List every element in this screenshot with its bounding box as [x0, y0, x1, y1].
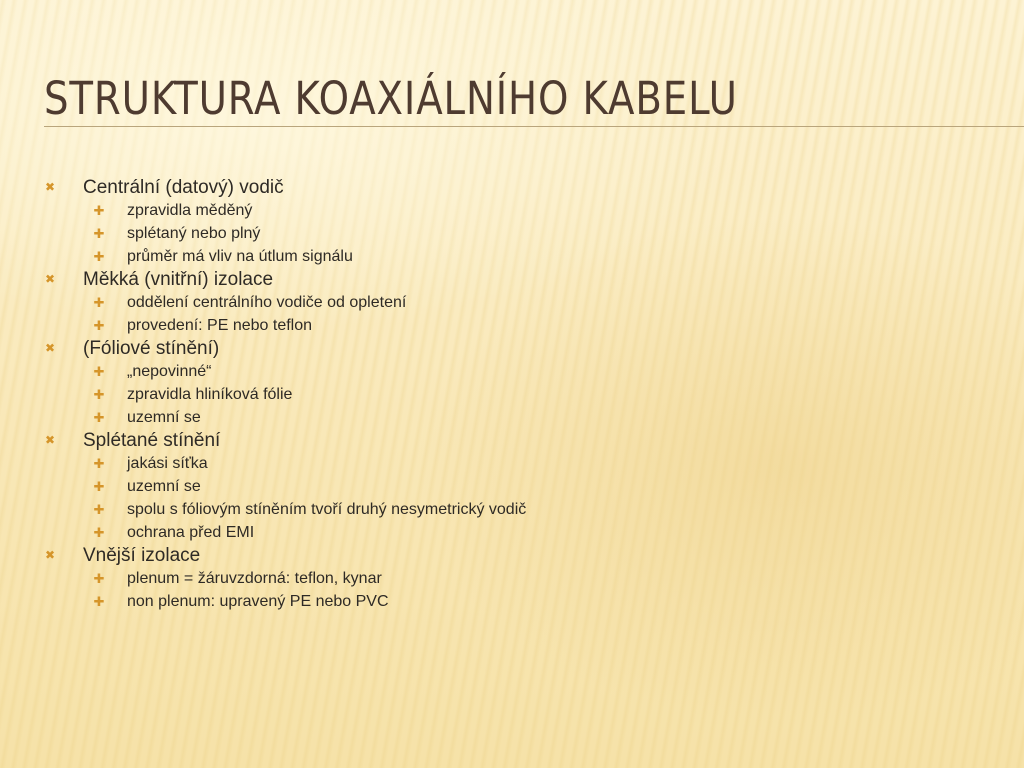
x-bullet-icon: ✖: [44, 272, 56, 286]
plus-bullet-icon: ✚: [93, 203, 105, 218]
sub-list-item: [83, 383, 1004, 406]
sub-list-item: [83, 498, 1004, 521]
sub-list: [83, 291, 1004, 337]
sub-list-item-text: non plenum: upravený PE nebo PVC: [127, 593, 389, 610]
x-bullet-icon: ✖: [44, 548, 56, 562]
sub-list-item: [83, 199, 1004, 222]
sub-list-item: [83, 406, 1004, 429]
list-item-text: (Fóliové stínění): [83, 338, 220, 359]
sub-list-item-text: zpravidla měděný: [127, 202, 253, 219]
plus-bullet-icon: ✚: [93, 226, 105, 241]
list-item: [44, 544, 1004, 613]
sub-list-item-text: zpravidla hliníková fólie: [127, 386, 293, 403]
sub-list-item-text: provedení: PE nebo teflon: [127, 317, 313, 334]
x-bullet-icon: ✖: [44, 180, 56, 194]
plus-bullet-icon: ✚: [93, 594, 105, 609]
sub-list-item-text: průměr má vliv na útlum signálu: [127, 248, 353, 265]
plus-bullet-icon: ✚: [93, 502, 105, 517]
sub-list: [83, 360, 1004, 429]
sub-list-item-text: splétaný nebo plný: [127, 225, 261, 242]
sub-list-item: [83, 475, 1004, 498]
sub-list-item: [83, 452, 1004, 475]
sub-list-item: [83, 314, 1004, 337]
title-divider: [44, 126, 1024, 127]
list-item: [44, 337, 1004, 429]
sub-list-item-text: ochrana před EMI: [127, 524, 255, 541]
plus-bullet-icon: ✚: [93, 525, 105, 540]
plus-bullet-icon: ✚: [93, 410, 105, 425]
slide-title: STRUKTURA KOAXIÁLNÍHO KABELU: [44, 72, 738, 125]
list-item-text: Vnější izolace: [83, 545, 201, 566]
plus-bullet-icon: ✚: [93, 295, 105, 310]
sub-list-item: [83, 567, 1004, 590]
sub-list-item: [83, 222, 1004, 245]
x-bullet-icon: ✖: [44, 341, 56, 355]
bullet-list: [44, 176, 1004, 613]
list-item: [44, 429, 1004, 544]
list-item: [44, 176, 1004, 268]
sub-list-item-text: uzemní se: [127, 478, 201, 495]
sub-list: [83, 199, 1004, 268]
list-item-text: Splétané stínění: [83, 430, 221, 451]
plus-bullet-icon: ✚: [93, 249, 105, 264]
plus-bullet-icon: ✚: [93, 318, 105, 333]
sub-list: [83, 567, 1004, 613]
sub-list-item-text: plenum = žáruvzdorná: teflon, kynar: [127, 570, 382, 587]
sub-list-item-text: jakási síťka: [127, 455, 208, 472]
sub-list: [83, 452, 1004, 544]
sub-list-item: [83, 360, 1004, 383]
x-bullet-icon: ✖: [44, 433, 56, 447]
sub-list-item-text: oddělení centrálního vodiče od opletení: [127, 294, 407, 311]
sub-list-item: [83, 521, 1004, 544]
plus-bullet-icon: ✚: [93, 364, 105, 379]
plus-bullet-icon: ✚: [93, 571, 105, 586]
plus-bullet-icon: ✚: [93, 479, 105, 494]
sub-list-item-text: spolu s fóliovým stíněním tvoří druhý nesymetrický vodič: [127, 501, 527, 518]
sub-list-item: [83, 245, 1004, 268]
list-item-text: Měkká (vnitřní) izolace: [83, 269, 274, 290]
sub-list-item-text: uzemní se: [127, 409, 201, 426]
sub-list-item: [83, 590, 1004, 613]
plus-bullet-icon: ✚: [93, 387, 105, 402]
list-item: [44, 268, 1004, 337]
plus-bullet-icon: ✚: [93, 456, 105, 471]
sub-list-item-text: „nepovinné“: [127, 363, 212, 380]
list-item-text: Centrální (datový) vodič: [83, 177, 284, 198]
sub-list-item: [83, 291, 1004, 314]
